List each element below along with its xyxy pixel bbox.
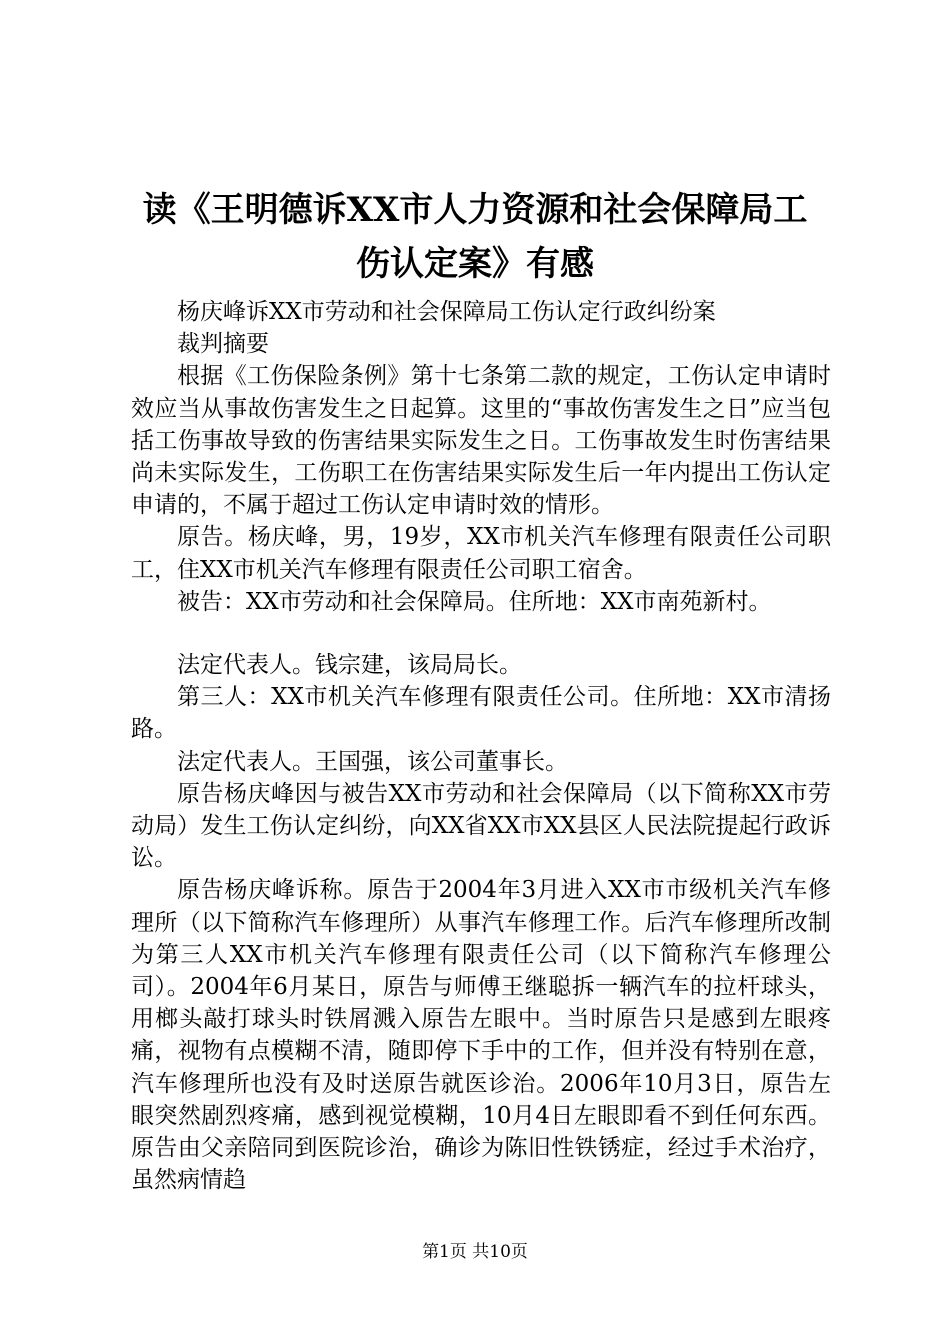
page-number: 第1页 (422, 1242, 467, 1262)
document-body (131, 296, 831, 1196)
document-title-line2: 伤认定案》有感 (356, 244, 594, 284)
third-party-representative-paragraph: 法定代表人。王国强，该公司董事长。 (177, 748, 568, 775)
defendant-representative-paragraph: 法定代表人。钱宗建，该局局长。 (177, 652, 522, 679)
plaintiff-paragraph: 原告。杨庆峰，男，19岁，XX市机关汽车修理有限责任公司职工，住XX市机关汽车修理有限责任公司职工宿舍。 (131, 524, 831, 583)
summary-paragraph: 根据《工伤保险条例》第十七条第二款的规定，工伤认定申请时效应当从事故伤害发生之日起算。这里的“事故伤害发生之日”应当包括工伤事故导致的伤害结果实际发生之日。工伤事故发生时伤害结果尚未实际发生，工伤职工在伤害结果实际发生后一年内提出工伤认定申请的，不属于超过工伤认定申请时效的情形。 (131, 363, 831, 519)
defendant-paragraph: 被告：XX市劳动和社会保障局。住所地：XX市南苑新村。 (177, 588, 772, 615)
page-total: 共10页 (472, 1242, 528, 1262)
plaintiff-claim-paragraph: 原告杨庆峰诉称。原告于2004年3月进入XX市市级机关汽车修理所（以下简称汽车修理所）从事汽车修理工作。后汽车修理所改制为第三人XX市机关汽车修理有限责任公司（以下简称汽车修理公司）。2004年6月某日，原告与师傅王继聪拆一辆汽车的拉杆球头，用榔头敲打球头时铁屑溅入原告左眼中。当时原告只是感到左眼疼痛，视物有点模糊不清，随即停下手中的工作，但并没有特别在意，汽车修理所也没有及时送原告就医诊治。2006年10月3日，原告左眼突然剧烈疼痛，感到视觉模糊，10月4日左眼即看不到任何东西。原告由父亲陪同到医院诊治，确诊为陈旧性铁锈症，经过手术治疗，虽然病情趋 (131, 877, 831, 1194)
document-title-line1: 读《王明德诉XX市人力资源和社会保障局工 (142, 190, 808, 230)
lawsuit-paragraph: 原告杨庆峰因与被告XX市劳动和社会保障局（以下简称XX市劳动局）发生工伤认定纠纷，向XX省XX市XX县区人民法院提起行政诉讼。 (131, 780, 831, 872)
page-footer (0, 1244, 950, 1261)
summary-heading: 裁判摘要 (177, 331, 269, 358)
case-heading: 杨庆峰诉XX市劳动和社会保障局工伤认定行政纠纷案 (177, 299, 716, 325)
third-party-paragraph: 第三人：XX市机关汽车修理有限责任公司。住所地：XX市清扬路。 (131, 684, 831, 743)
